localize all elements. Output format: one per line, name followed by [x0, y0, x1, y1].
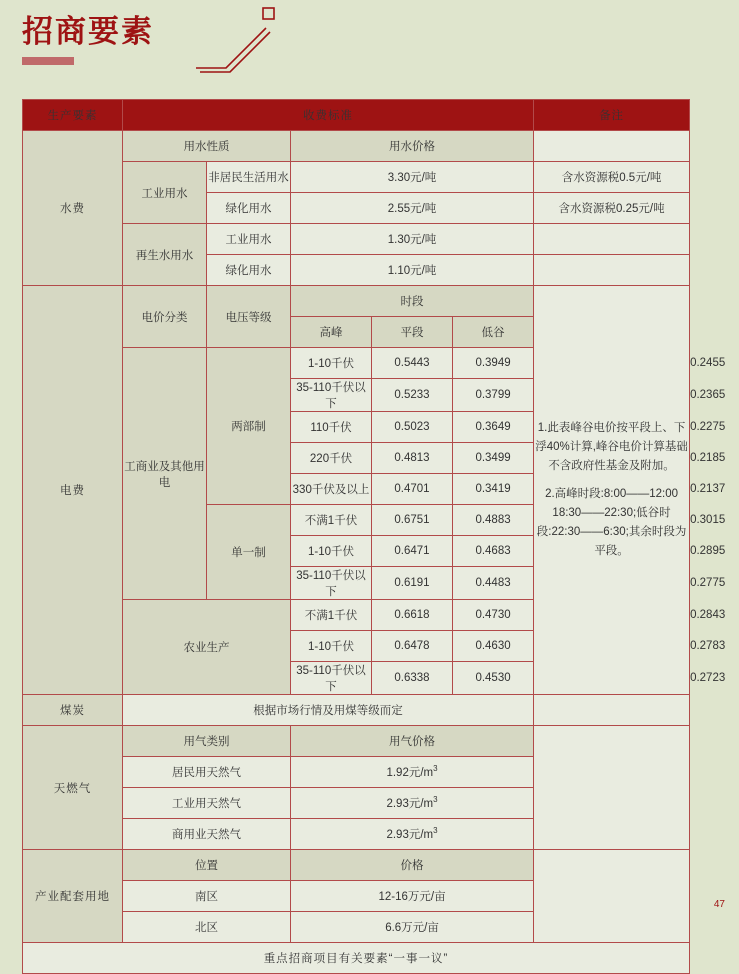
table-row: 1-10千伏 0.6471 0.4683 0.2895	[23, 536, 690, 567]
elec-remark-line2: 2.高峰时段:8:00——12:00 18:30——22:30;低谷时段:22:30——6:30;其余时段为平段。	[536, 488, 687, 557]
gas-price-value: 2.93元/m	[386, 829, 434, 841]
table-row: 220千伏 0.4813 0.3499 0.2185	[23, 443, 690, 474]
gas-note-blank	[534, 726, 690, 850]
gas-type: 商用业天然气	[123, 819, 291, 850]
gas-price-unit-sup: 3	[433, 826, 438, 836]
table-row: 工商业及其他用电 两部制 1-10千伏 0.5443 0.3949 0.2455	[23, 348, 690, 379]
table-row: 110千伏 0.5023 0.3649 0.2275	[23, 412, 690, 443]
table-row	[23, 286, 690, 317]
elec-peak: 0.6338	[372, 662, 453, 695]
table-row	[23, 131, 690, 162]
water-price: 3.30元/吨	[291, 162, 534, 193]
elec-voltage-header: 电压等级	[207, 286, 291, 348]
table-row: 1-10千伏 0.6478 0.4630 0.2783	[23, 631, 690, 662]
gas-price-value: 1.92元/m	[386, 767, 434, 779]
water-price: 1.10元/吨	[291, 255, 534, 286]
elec-flat: 0.3799	[453, 379, 534, 412]
elec-peak: 0.6751	[372, 505, 453, 536]
coal-note-blank	[534, 695, 690, 726]
elec-category-commercial: 工商业及其他用电	[123, 348, 207, 600]
elec-voltage: 330千伏及以上	[291, 474, 372, 505]
gas-price	[291, 757, 534, 788]
page-header	[0, 0, 739, 88]
gas-type-header: 用气类别	[123, 726, 291, 757]
decorative-line-graphic	[0, 0, 739, 92]
elec-voltage: 1-10千伏	[291, 348, 372, 379]
col-header-charging-standard: 收费标准	[123, 100, 534, 131]
land-price: 12-16万元/亩	[291, 881, 534, 912]
elec-voltage: 不满1千伏	[291, 600, 372, 631]
land-price: 6.6万元/亩	[291, 912, 534, 943]
elec-peak: 0.5443	[372, 348, 453, 379]
water-price: 2.55元/吨	[291, 193, 534, 224]
table-row: 农业生产 不满1千伏 0.6618 0.4730 0.2843	[23, 600, 690, 631]
water-note-blank	[534, 131, 690, 162]
water-nature: 工业用水	[207, 224, 291, 255]
water-nature: 绿化用水	[207, 193, 291, 224]
water-group-recycled: 再生水用水	[123, 224, 207, 286]
table-row: 35-110千伏以下 0.6338 0.4530 0.2723	[23, 662, 690, 695]
land-note-blank	[534, 850, 690, 943]
elec-flat: 0.4683	[453, 536, 534, 567]
elec-peak: 0.6191	[372, 567, 453, 600]
elec-voltage: 1-10千伏	[291, 631, 372, 662]
page-title: 招商要素	[22, 14, 154, 50]
investment-elements-table	[22, 99, 726, 974]
elec-period-flat: 平段	[372, 317, 453, 348]
col-header-remark: 备注	[534, 100, 690, 131]
water-note	[534, 255, 690, 286]
table-row	[23, 162, 690, 193]
gas-type: 居民用天然气	[123, 757, 291, 788]
water-nature-header: 用水性质	[123, 131, 291, 162]
elec-flat: 0.4483	[453, 567, 534, 600]
elec-peak: 0.4701	[372, 474, 453, 505]
rowhead-coal: 煤炭	[23, 695, 123, 726]
elec-voltage: 35-110千伏以下	[291, 567, 372, 600]
gas-type: 工业用天然气	[123, 788, 291, 819]
elec-voltage: 不满1千伏	[291, 505, 372, 536]
elec-period-valley: 低谷	[453, 317, 534, 348]
water-note	[534, 224, 690, 255]
elec-peak: 0.5023	[372, 412, 453, 443]
elec-sub-two-part: 两部制	[207, 348, 291, 505]
water-group-industrial: 工业用水	[123, 162, 207, 224]
elec-flat: 0.3649	[453, 412, 534, 443]
rowhead-gas: 天燃气	[23, 726, 123, 850]
land-location-header: 位置	[123, 850, 291, 881]
elec-voltage: 35-110千伏以下	[291, 662, 372, 695]
table-row: 35-110千伏以下 0.5233 0.3799 0.2365	[23, 379, 690, 412]
water-note: 含水资源税0.5元/吨	[534, 162, 690, 193]
col-header-production-element: 生产要素	[23, 100, 123, 131]
gas-price-unit-sup: 3	[433, 764, 438, 774]
water-price: 1.30元/吨	[291, 224, 534, 255]
coal-value: 根据市场行情及用煤等级而定	[123, 695, 534, 726]
elec-flat: 0.3419	[453, 474, 534, 505]
rowhead-electricity: 电费	[23, 286, 123, 695]
elec-flat: 0.4530	[453, 662, 534, 695]
footer-note: 重点招商项目有关要素“一事一议”	[23, 943, 690, 974]
elec-remark-line1: 1.此表峰谷电价按平段上、下浮40%计算,峰谷电价计算基础不含政府性基金及附加。	[535, 422, 688, 473]
water-price-header: 用水价格	[291, 131, 534, 162]
land-price-header: 价格	[291, 850, 534, 881]
gas-price-value: 2.93元/m	[386, 798, 434, 810]
elec-peak: 0.4813	[372, 443, 453, 474]
rowhead-water: 水费	[23, 131, 123, 286]
table-row	[23, 224, 690, 255]
elec-sub-single: 单一制	[207, 505, 291, 600]
gas-price-unit-sup: 3	[433, 795, 438, 805]
elec-voltage: 110千伏	[291, 412, 372, 443]
gas-price	[291, 819, 534, 850]
table-header-row	[23, 100, 690, 131]
elec-flat: 0.3499	[453, 443, 534, 474]
gas-price-header: 用气价格	[291, 726, 534, 757]
land-location: 南区	[123, 881, 291, 912]
elec-period-peak: 高峰	[291, 317, 372, 348]
water-note: 含水资源税0.25元/吨	[534, 193, 690, 224]
elec-flat: 0.3949	[453, 348, 534, 379]
water-nature: 非居民生活用水	[207, 162, 291, 193]
gas-price	[291, 788, 534, 819]
elec-flat: 0.4730	[453, 600, 534, 631]
table-row: 35-110千伏以下 0.6191 0.4483 0.2775	[23, 567, 690, 600]
elec-peak: 0.5233	[372, 379, 453, 412]
elec-peak: 0.6618	[372, 600, 453, 631]
table-footer-row	[23, 943, 690, 974]
elec-category-header: 电价分类	[123, 286, 207, 348]
elec-period-header: 时段	[291, 286, 534, 317]
elec-flat: 0.4630	[453, 631, 534, 662]
elec-peak: 0.6471	[372, 536, 453, 567]
table-row: 单一制 不满1千伏 0.6751 0.4883 0.3015	[23, 505, 690, 536]
rowhead-land: 产业配套用地	[23, 850, 123, 943]
elec-peak: 0.6478	[372, 631, 453, 662]
table-row: 330千伏及以上 0.4701 0.3419 0.2137	[23, 474, 690, 505]
land-location: 北区	[123, 912, 291, 943]
table-row	[23, 726, 690, 757]
elec-remark	[534, 286, 690, 695]
elec-category-agriculture: 农业生产	[123, 600, 291, 695]
elec-flat: 0.4883	[453, 505, 534, 536]
table-row	[23, 850, 690, 881]
elec-voltage: 35-110千伏以下	[291, 379, 372, 412]
table-row	[23, 695, 690, 726]
elec-voltage: 1-10千伏	[291, 536, 372, 567]
water-nature: 绿化用水	[207, 255, 291, 286]
elec-voltage: 220千伏	[291, 443, 372, 474]
page-number: 47	[713, 899, 725, 910]
